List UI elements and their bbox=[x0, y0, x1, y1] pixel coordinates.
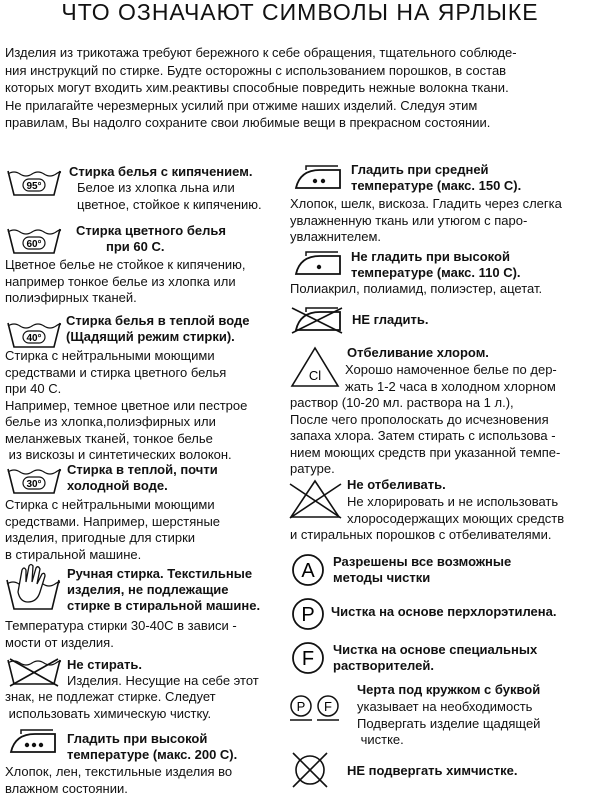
wash-95-icon-label: 95° bbox=[26, 181, 41, 192]
intro-line: правилам, Вы надолго сохраните свои любимые вещи в прекрасном состоянии. bbox=[5, 114, 595, 132]
hand-wash-text-line: мости от изделия. bbox=[5, 635, 237, 652]
iron-150-text-line: увлажнителем. bbox=[290, 229, 562, 246]
no-iron-heading: НЕ гладить. bbox=[352, 312, 428, 328]
dry-clean-p-heading: Чистка на основе перхлорэтилена. bbox=[331, 604, 556, 620]
wash-40-text-line: из вискозы и синтетических волокон. bbox=[5, 447, 247, 464]
no-wash-text-indent: Изделия. Несущие на себе этот bbox=[67, 673, 259, 690]
wash-95-heading: Стирка белья с кипячением. bbox=[69, 164, 252, 180]
iron-200-text-line: влажном состоянии. bbox=[5, 781, 232, 797]
chlorine-text-line: После чего прополоскать до исчезновения bbox=[290, 412, 560, 429]
wash-60-heading bbox=[76, 223, 226, 255]
wash-30-text-line: средствами. Например, шерстяные bbox=[5, 514, 220, 531]
no-bleach-text-line: хлоросодержащих моющих средств bbox=[347, 511, 564, 528]
iron-150-icon bbox=[290, 164, 344, 192]
hand-wash-heading-line: изделия, не подлежащие bbox=[67, 582, 260, 598]
no-dry-clean-icon bbox=[290, 750, 330, 790]
hand-wash-icon bbox=[4, 562, 62, 612]
intro-line: Изделия из трикотажа требуют бережного к себе обращения, тщательного соблюде- bbox=[5, 44, 595, 62]
no-bleach-text-line: Не хлорировать и не использовать bbox=[347, 494, 564, 511]
wash-40-heading-line: Стирка белья в теплой воде bbox=[66, 313, 250, 329]
chlorine-heading: Отбеливание хлором. bbox=[347, 345, 489, 361]
wash-60-heading-line: при 60 С. bbox=[76, 239, 226, 255]
dry-clean-a-heading-line: Разрешены все возможные bbox=[333, 554, 511, 570]
iron-150-text-line: Хлопок, шелк, вискоза. Гладить через слегка bbox=[290, 196, 562, 213]
gentle-f-label: F bbox=[324, 699, 332, 714]
no-wash-text-line: знак, не подлежат стирке. Следует bbox=[5, 689, 216, 706]
wash-95-icon bbox=[6, 168, 62, 198]
dry-clean-f-heading bbox=[333, 642, 537, 674]
dry-clean-f-label: F bbox=[302, 648, 314, 670]
iron-150-heading bbox=[351, 162, 521, 194]
gentle-heading: Черта под кружком с буквой bbox=[357, 682, 540, 698]
no-bleach-text-line: и стиральных порошков с отбеливателями. bbox=[290, 527, 552, 544]
hand-wash-heading-line: стирке в стиральной машине. bbox=[67, 598, 260, 614]
intro-line: которых могут входить хим.реактивы способные повредить нежные волокна ткани. bbox=[5, 79, 595, 97]
iron-110-text-line: Полиакрил, полиамид, полиэстер, ацетат. bbox=[290, 281, 542, 298]
dry-clean-a-heading-line: методы чистки bbox=[333, 570, 511, 586]
wash-40-text-line: при 40 С. bbox=[5, 381, 247, 398]
wash-40-heading bbox=[66, 313, 250, 345]
no-wash-text bbox=[5, 689, 216, 722]
chlorine-bleach-icon bbox=[290, 346, 340, 388]
page-title: ЧТО ОЗНАЧАЮТ СИМВОЛЫ НА ЯРЛЫКЕ bbox=[0, 0, 600, 24]
iron-200-heading-line: температуре (макс. 200 С). bbox=[67, 747, 237, 763]
wash-40-heading-line: (Щадящий режим стирки). bbox=[66, 329, 250, 345]
chlorine-text-line: раствор (10-20 мл. раствора на 1 л.), bbox=[290, 395, 560, 412]
wash-95-text bbox=[77, 180, 262, 213]
intro-line: Не прилагайте черезмерных усилий при отжиме наших изделий. Следуя этим bbox=[5, 97, 595, 115]
wash-95-text-line: Белое из хлопка льна или bbox=[77, 180, 262, 197]
chlorine-text-line: жать 1-2 часа в холодном хлорном bbox=[345, 379, 557, 396]
wash-30-heading-line: холодной воде. bbox=[67, 478, 218, 494]
wash-40-text-line: меланжевых тканей, тонкое белье bbox=[5, 431, 247, 448]
no-wash-text-line: использовать химическую чистку. bbox=[5, 706, 216, 723]
wash-60-text-line: Цветное белье не стойкое к кипячению, bbox=[5, 257, 246, 274]
wash-40-icon-label: 40° bbox=[26, 333, 41, 344]
intro-line: ния инструкций по стирке. Будте осторожны с использованием порошков, в состав bbox=[5, 62, 595, 80]
wash-30-text bbox=[5, 497, 220, 563]
chlorine-text-indent bbox=[345, 362, 557, 395]
iron-150-text-line: увлажненную ткань или утюгом с паро- bbox=[290, 213, 562, 230]
iron-110-heading-line: Не гладить при высокой bbox=[351, 249, 521, 265]
wash-40-text-line: Например, темное цветное или пестрое bbox=[5, 398, 247, 415]
wash-95-text-line: цветное, стойкое к кипячению. bbox=[77, 197, 262, 214]
gentle-p-label: P bbox=[297, 699, 306, 714]
iron-110-heading-line: температуре (макс. 110 С). bbox=[351, 265, 521, 281]
chlorine-text-line: запаха хлора. Затем стирать с использова - bbox=[290, 428, 560, 445]
hand-wash-text-line: Температура стирки 30-40С в зависи - bbox=[5, 618, 237, 635]
wash-40-text-line: белье из хлопка,полиэфирных или bbox=[5, 414, 247, 431]
wash-40-text-line: средствами и стирка цветного белья bbox=[5, 365, 247, 382]
wash-40-icon bbox=[6, 320, 62, 350]
wash-60-text-line: полиэфирных тканей. bbox=[5, 290, 246, 307]
dry-clean-f-icon bbox=[291, 641, 325, 675]
no-bleach-text-indent bbox=[347, 494, 564, 527]
iron-200-heading-line: Гладить при высокой bbox=[67, 731, 237, 747]
wash-60-heading-line: Стирка цветного белья bbox=[76, 223, 226, 239]
gentle-dry-clean-icon bbox=[288, 694, 344, 724]
no-wash-heading: Не стирать. bbox=[67, 657, 142, 673]
chlorine-icon-label: Cl bbox=[309, 368, 321, 383]
wash-30-text-line: изделия, пригодные для стирки bbox=[5, 530, 220, 547]
iron-150-heading-line: Гладить при средней bbox=[351, 162, 521, 178]
gentle-text-line: Подвергать изделие щадящей bbox=[357, 716, 540, 733]
dry-clean-f-heading-line: растворителей. bbox=[333, 658, 537, 674]
chlorine-text-line: ратуре. bbox=[290, 461, 560, 478]
wash-30-icon-label: 30° bbox=[26, 479, 41, 490]
gentle-text-line: указывает на необходимость bbox=[357, 699, 540, 716]
intro-paragraph bbox=[5, 44, 595, 132]
no-bleach-text bbox=[290, 527, 552, 544]
dry-clean-p-label: P bbox=[301, 604, 314, 626]
wash-60-text bbox=[5, 257, 246, 307]
iron-110-text bbox=[290, 281, 542, 298]
hand-wash-text bbox=[5, 618, 237, 651]
iron-110-icon bbox=[290, 250, 344, 278]
iron-200-text-line: Хлопок, лен, текстильные изделия во bbox=[5, 764, 232, 781]
hand-wash-heading bbox=[67, 566, 260, 614]
wash-30-heading bbox=[67, 462, 218, 494]
no-bleach-heading: Не отбеливать. bbox=[347, 477, 446, 493]
wash-60-text-line: например тонкое белье из хлопка или bbox=[5, 274, 246, 291]
no-iron-icon bbox=[290, 306, 344, 334]
dry-clean-f-heading-line: Чистка на основе специальных bbox=[333, 642, 537, 658]
wash-30-icon bbox=[6, 466, 62, 496]
no-wash-icon bbox=[6, 657, 62, 687]
no-dry-clean-heading: НЕ подвергать химчистке. bbox=[347, 763, 517, 779]
no-bleach-icon bbox=[287, 478, 343, 520]
wash-60-icon-label: 60° bbox=[26, 239, 41, 250]
iron-200-icon bbox=[5, 728, 59, 756]
chlorine-text-line: нием моющих средств при указанной темпе- bbox=[290, 445, 560, 462]
wash-40-text-line: Стирка с нейтральными моющими bbox=[5, 348, 247, 365]
dry-clean-a-heading bbox=[333, 554, 511, 586]
wash-60-icon bbox=[6, 226, 62, 256]
wash-40-text bbox=[5, 348, 247, 464]
iron-110-heading bbox=[351, 249, 521, 281]
hand-wash-heading-line: Ручная стирка. Текстильные bbox=[67, 566, 260, 582]
iron-150-heading-line: температуре (макс. 150 С). bbox=[351, 178, 521, 194]
dry-clean-a-icon bbox=[291, 553, 325, 587]
wash-30-heading-line: Стирка в теплой, почти bbox=[67, 462, 218, 478]
dry-clean-a-label: A bbox=[301, 560, 315, 582]
iron-150-text bbox=[290, 196, 562, 246]
chlorine-text bbox=[290, 395, 560, 478]
wash-30-text-line: в стиральной машине. bbox=[5, 547, 220, 564]
iron-200-heading bbox=[67, 731, 237, 763]
gentle-text bbox=[357, 699, 540, 749]
wash-30-text-line: Стирка с нейтральными моющими bbox=[5, 497, 220, 514]
chlorine-text-line: Хорошо намоченное белье по дер- bbox=[345, 362, 557, 379]
dry-clean-p-icon bbox=[291, 597, 325, 631]
gentle-text-line: чистке. bbox=[357, 732, 540, 749]
iron-200-text bbox=[5, 764, 232, 797]
